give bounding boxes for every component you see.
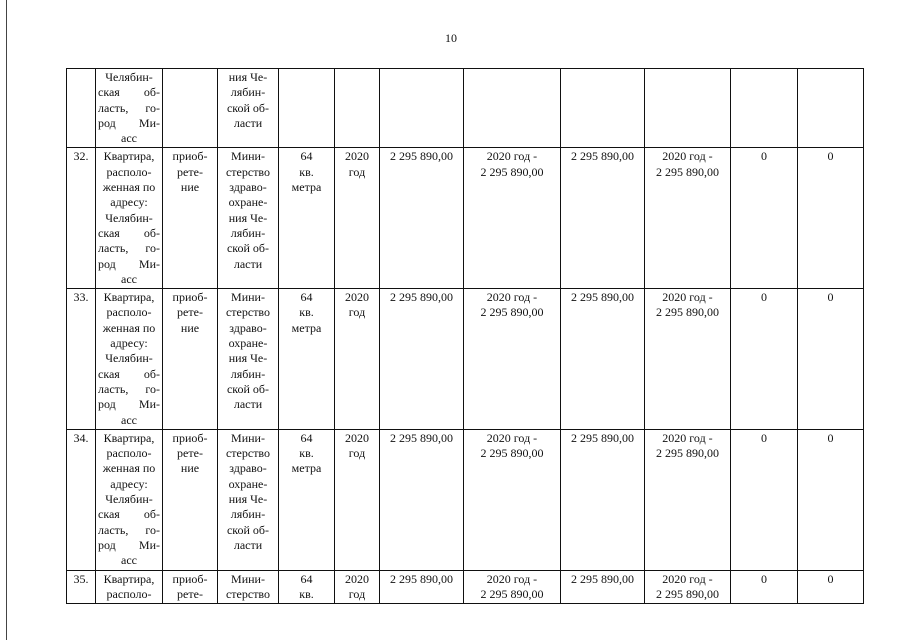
cell-year bbox=[335, 148, 380, 289]
cell-text: 2 295 890,00 bbox=[390, 571, 453, 586]
cell-text: 0 bbox=[827, 430, 834, 445]
cell-line: кв. bbox=[299, 305, 314, 320]
cell-line: женная по bbox=[102, 180, 156, 195]
cell-line: стерство bbox=[225, 164, 271, 179]
cell-object-name bbox=[96, 289, 163, 430]
cell-line: ской об- bbox=[226, 522, 270, 537]
cell-action bbox=[163, 148, 218, 289]
cell-line: метра bbox=[291, 461, 322, 476]
cell-line: кв. bbox=[299, 164, 314, 179]
cell-action bbox=[163, 69, 218, 148]
table-body bbox=[67, 69, 864, 604]
table-row bbox=[67, 429, 864, 570]
cell-line: 2 295 890,00 bbox=[656, 305, 719, 320]
cell-line: ской об- bbox=[226, 100, 270, 115]
word: ская bbox=[98, 507, 120, 522]
cell-num bbox=[67, 429, 96, 570]
cell-line: 64 bbox=[300, 430, 313, 445]
cell-line: ния Че- bbox=[228, 210, 268, 225]
cell-num bbox=[67, 570, 96, 604]
cell-line bbox=[98, 241, 160, 256]
cell-line bbox=[98, 257, 160, 272]
word: го- bbox=[145, 100, 160, 115]
cell-line: стерство bbox=[225, 305, 271, 320]
cell-value-2 bbox=[798, 429, 864, 570]
cell-object-name bbox=[96, 570, 163, 604]
cell-line: рете- bbox=[177, 446, 203, 461]
cell-owner bbox=[218, 148, 279, 289]
cell-line bbox=[98, 507, 160, 522]
word: род bbox=[98, 115, 116, 130]
cell-plan-2 bbox=[645, 69, 731, 148]
cell-cost bbox=[380, 570, 464, 604]
cell-text: 0 bbox=[761, 149, 767, 164]
cell-line: лябин- bbox=[230, 366, 266, 381]
cell-line bbox=[98, 226, 160, 241]
cell-num bbox=[67, 289, 96, 430]
cell-line: 2020 год - bbox=[662, 149, 713, 164]
cell-line: Квартира, bbox=[103, 290, 155, 305]
cell-line: рете- bbox=[177, 164, 203, 179]
cell-value-2 bbox=[798, 148, 864, 289]
table-row-continued bbox=[67, 69, 864, 148]
cell-line: приоб- bbox=[172, 290, 208, 305]
cell-line: приоб- bbox=[172, 430, 208, 445]
cell-line: рете- bbox=[177, 305, 203, 320]
cell-line: Челябин- bbox=[105, 492, 153, 507]
cell-line: лябин- bbox=[230, 225, 266, 240]
cell-line: ласти bbox=[233, 256, 263, 271]
cell-line: асс bbox=[121, 412, 137, 427]
cell-owner bbox=[218, 429, 279, 570]
cell-line: год bbox=[348, 164, 366, 179]
cell-plan bbox=[464, 69, 561, 148]
cell-text: 0 bbox=[827, 149, 834, 164]
cell-line: охране- bbox=[228, 476, 268, 491]
cell-line bbox=[98, 382, 160, 397]
word: об- bbox=[143, 507, 160, 522]
cell-cost-2 bbox=[561, 148, 645, 289]
cell-plan-2 bbox=[645, 148, 731, 289]
cell-line: 2020 год - bbox=[486, 430, 538, 445]
cell-text: 2 295 890,00 bbox=[571, 430, 634, 445]
cell-text: 0 bbox=[827, 290, 834, 305]
cell-value-1 bbox=[731, 289, 798, 430]
cell-area bbox=[279, 429, 335, 570]
cell-line: кв. bbox=[299, 446, 314, 461]
word: об- bbox=[143, 366, 160, 381]
cell-line: асс bbox=[121, 553, 137, 568]
word: род bbox=[98, 256, 116, 271]
cell-line: Квартира, bbox=[103, 571, 155, 586]
cell-line: асс bbox=[121, 271, 137, 286]
cell-text: 32. bbox=[73, 149, 89, 164]
cell-object-name bbox=[96, 69, 163, 148]
word: ласть, bbox=[98, 381, 129, 396]
cell-line: Челябин- bbox=[105, 70, 153, 84]
cell-line: 2 295 890,00 bbox=[656, 586, 719, 601]
cell-line: располо- bbox=[106, 446, 152, 461]
cell-plan-2 bbox=[645, 429, 731, 570]
cell-line: лябин- bbox=[230, 85, 266, 100]
cell-line: здраво- bbox=[229, 461, 267, 476]
cell-line: 2020 год - bbox=[662, 571, 713, 586]
cell-line: 2020 год - bbox=[486, 571, 538, 586]
cell-line: 64 bbox=[300, 149, 313, 164]
cell-line: адресу: bbox=[110, 195, 148, 210]
cell-line: 2 295 890,00 bbox=[656, 164, 719, 179]
cell-text: 2 295 890,00 bbox=[390, 290, 453, 305]
cell-area bbox=[279, 289, 335, 430]
cell-line bbox=[98, 538, 160, 553]
cell-line: стерство bbox=[225, 586, 271, 601]
cell-plan bbox=[464, 570, 561, 604]
cell-value-1 bbox=[731, 429, 798, 570]
table-row bbox=[67, 148, 864, 289]
cell-text: 0 bbox=[761, 290, 767, 305]
word: род bbox=[98, 397, 116, 412]
cell-line: охране- bbox=[228, 336, 268, 351]
cell-owner bbox=[218, 69, 279, 148]
cell-line: метра bbox=[291, 320, 322, 335]
cell-line: Мини- bbox=[231, 571, 265, 586]
cell-text: 33. bbox=[73, 290, 89, 305]
cell-line: приоб- bbox=[172, 571, 208, 586]
table-row bbox=[67, 570, 864, 604]
cell-line: располо- bbox=[106, 305, 152, 320]
cell-text: 2 295 890,00 bbox=[571, 290, 634, 305]
scan-page-edge bbox=[6, 0, 7, 640]
cell-line: ласти bbox=[233, 537, 263, 552]
cell-area bbox=[279, 69, 335, 148]
cell-line: 64 bbox=[300, 571, 313, 586]
cell-value-1 bbox=[731, 69, 798, 148]
cell-plan-2 bbox=[645, 289, 731, 430]
cell-line: ние bbox=[180, 320, 200, 335]
cell-line: кв. bbox=[299, 586, 314, 601]
cell-cost-2 bbox=[561, 69, 645, 148]
cell-action bbox=[163, 429, 218, 570]
word: го- bbox=[145, 241, 160, 256]
word: ская bbox=[98, 225, 120, 240]
page-number: 10 bbox=[445, 31, 457, 45]
cell-line: Челябин- bbox=[105, 210, 153, 225]
cell-value-1 bbox=[731, 570, 798, 604]
word: го- bbox=[145, 381, 160, 396]
cell-line: 2020 год - bbox=[662, 430, 713, 445]
cell-object-name bbox=[96, 148, 163, 289]
cell-line: здраво- bbox=[229, 320, 267, 335]
word: Ми- bbox=[138, 115, 160, 130]
cell-line: 2 295 890,00 bbox=[480, 164, 544, 179]
cell-object-name bbox=[96, 429, 163, 570]
cell-plan bbox=[464, 148, 561, 289]
cell-value-2 bbox=[798, 69, 864, 148]
cell-line: стерство bbox=[225, 446, 271, 461]
cell-line: 2020 bbox=[345, 290, 369, 305]
word: ласть, bbox=[98, 241, 129, 256]
cell-area bbox=[279, 570, 335, 604]
cell-year bbox=[335, 429, 380, 570]
cell-line: Квартира, bbox=[103, 430, 155, 445]
word: го- bbox=[145, 522, 160, 537]
cell-line: 2020 год - bbox=[486, 149, 538, 164]
cell-line: 2 295 890,00 bbox=[480, 305, 544, 320]
cell-line: асс bbox=[121, 131, 137, 146]
cell-value-2 bbox=[798, 570, 864, 604]
cell-line: 2020 bbox=[345, 430, 369, 445]
cell-year bbox=[335, 289, 380, 430]
cell-line: 2020 год - bbox=[662, 290, 713, 305]
cell-line bbox=[98, 85, 160, 100]
cell-cost-2 bbox=[561, 429, 645, 570]
cell-text: 2 295 890,00 bbox=[390, 430, 453, 445]
cell-line: женная по bbox=[102, 320, 156, 335]
word: Ми- bbox=[138, 256, 160, 271]
cell-line: женная по bbox=[102, 461, 156, 476]
cell-line: 2 295 890,00 bbox=[656, 446, 719, 461]
cell-year bbox=[335, 570, 380, 604]
cell-text: 34. bbox=[73, 430, 89, 445]
cell-plan-2 bbox=[645, 570, 731, 604]
cell-plan bbox=[464, 289, 561, 430]
cell-line: Мини- bbox=[231, 290, 265, 305]
word: ская bbox=[98, 366, 120, 381]
cell-line: располо- bbox=[106, 164, 152, 179]
cell-text: 2 295 890,00 bbox=[571, 571, 634, 586]
word: об- bbox=[143, 225, 160, 240]
cell-line: ние bbox=[180, 180, 200, 195]
cell-line: ской об- bbox=[226, 241, 270, 256]
cell-line: 2020 год - bbox=[486, 290, 538, 305]
cell-line: 2020 bbox=[345, 149, 369, 164]
cell-line: располо- bbox=[106, 586, 152, 601]
word: Ми- bbox=[138, 397, 160, 412]
cell-action bbox=[163, 289, 218, 430]
cell-line: здраво- bbox=[229, 180, 267, 195]
cell-owner bbox=[218, 570, 279, 604]
cell-line: лябин- bbox=[230, 507, 266, 522]
cell-line: год bbox=[348, 305, 366, 320]
cell-num bbox=[67, 69, 96, 148]
word: ласть, bbox=[98, 100, 129, 115]
cell-line: ласти bbox=[233, 397, 263, 412]
cell-line: Мини- bbox=[231, 430, 265, 445]
cell-line: ния Че- bbox=[228, 70, 268, 84]
cell-line: адресу: bbox=[110, 336, 148, 351]
cell-line: адресу: bbox=[110, 476, 148, 491]
table-row bbox=[67, 289, 864, 430]
cell-text: 0 bbox=[827, 571, 834, 586]
cell-line: ния Че- bbox=[228, 492, 268, 507]
cell-year bbox=[335, 69, 380, 148]
cell-line bbox=[98, 523, 160, 538]
word: об- bbox=[143, 85, 160, 100]
cell-text: 2 295 890,00 bbox=[390, 149, 453, 164]
cell-line: 64 bbox=[300, 290, 313, 305]
property-table bbox=[66, 68, 864, 604]
cell-line: ние bbox=[180, 461, 200, 476]
cell-text: 2 295 890,00 bbox=[571, 149, 634, 164]
cell-cost bbox=[380, 429, 464, 570]
cell-owner bbox=[218, 289, 279, 430]
cell-plan bbox=[464, 429, 561, 570]
cell-text: 35. bbox=[73, 571, 89, 586]
cell-value-1 bbox=[731, 148, 798, 289]
cell-line: 2020 bbox=[345, 571, 369, 586]
cell-text: 0 bbox=[761, 430, 767, 445]
cell-line: Квартира, bbox=[103, 149, 155, 164]
cell-line: ской об- bbox=[226, 381, 270, 396]
cell-text: 0 bbox=[761, 571, 767, 586]
cell-line: Челябин- bbox=[105, 351, 153, 366]
cell-line: Мини- bbox=[231, 149, 265, 164]
cell-line: ласти bbox=[233, 115, 263, 130]
cell-line bbox=[98, 397, 160, 412]
cell-line: приоб- bbox=[172, 149, 208, 164]
cell-line: рете- bbox=[177, 586, 203, 601]
cell-action bbox=[163, 570, 218, 604]
cell-cost bbox=[380, 148, 464, 289]
cell-line bbox=[98, 367, 160, 382]
word: ласть, bbox=[98, 522, 129, 537]
cell-line: 2 295 890,00 bbox=[480, 446, 544, 461]
cell-line bbox=[98, 116, 160, 131]
cell-area bbox=[279, 148, 335, 289]
cell-line: охране- bbox=[228, 195, 268, 210]
cell-line bbox=[98, 101, 160, 116]
cell-value-2 bbox=[798, 289, 864, 430]
cell-cost bbox=[380, 289, 464, 430]
word: ская bbox=[98, 85, 120, 100]
cell-cost-2 bbox=[561, 570, 645, 604]
word: род bbox=[98, 537, 116, 552]
cell-cost-2 bbox=[561, 289, 645, 430]
cell-line: ния Че- bbox=[228, 351, 268, 366]
word: Ми- bbox=[138, 537, 160, 552]
cell-line: год bbox=[348, 446, 366, 461]
cell-line: год bbox=[348, 586, 366, 601]
cell-num bbox=[67, 148, 96, 289]
cell-line: 2 295 890,00 bbox=[480, 586, 544, 601]
cell-line: метра bbox=[291, 180, 322, 195]
cell-cost bbox=[380, 69, 464, 148]
